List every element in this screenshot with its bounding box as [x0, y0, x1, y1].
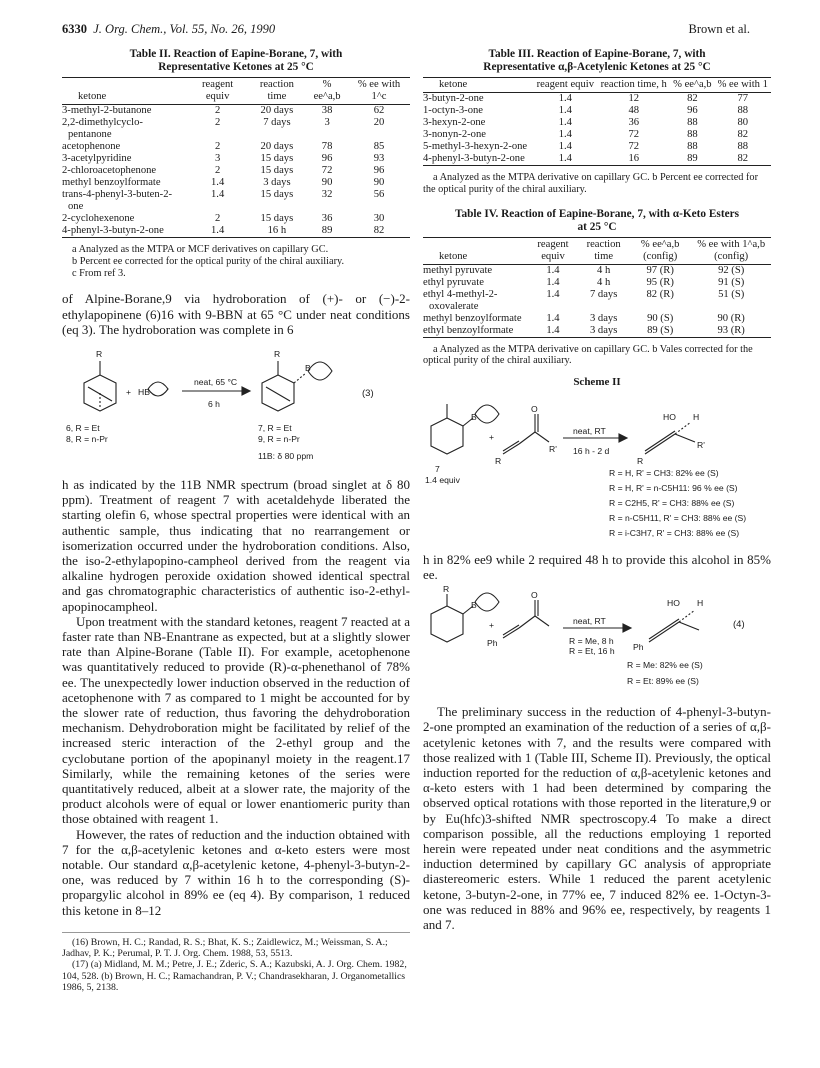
table4-row: [423, 289, 771, 313]
table3-caption: Table III. Reaction of Eapine-Borane, 7, with Representative α,β-Acetylenic Ketones at 25 °C: [483, 48, 711, 73]
table3-row: [423, 105, 771, 117]
scheme2-product-R: R: [637, 455, 644, 466]
table3-cell: 80: [737, 117, 749, 128]
eq4-product-HO: HO: [667, 598, 680, 609]
table3-col-time: reaction time, h: [597, 78, 670, 93]
eq4-product-Ph: Ph: [633, 642, 644, 653]
table3-cell: 72: [628, 141, 640, 152]
table2-col-ketone: ketone: [62, 78, 188, 105]
table2-cell: 72: [321, 165, 333, 176]
table3-cell: 16: [597, 153, 670, 166]
table2-cell: 2-cyclohexenone: [62, 213, 135, 224]
table2-cell: 82: [348, 225, 410, 238]
table3-cell: 1.4: [558, 129, 572, 140]
reference-17: (17) (a) Midland, M. M.; Petre, J. E.; Zderic, S. A.; Kazubski, A. J. Org. Chem. 1982, 104, 528. (b) Brown, H. C.; Ramachandran, P. V.; Chandrasekharan, J. Organometallics 1986, 5, 2138.: [62, 959, 407, 993]
table3-cell: 88: [687, 129, 698, 140]
table2-cell: 56: [373, 189, 385, 200]
scheme2-Rprime: R': [549, 443, 557, 454]
running-header-left: [62, 22, 275, 37]
left-paragraph-1: of Alpine-Borane,9 via hydroboration of (+)- or (−)-2-ethylapopinene (6)16 with 9-BBN at 65 °C under neat conditions (eq 3). The hydroboration was complete in 6: [62, 291, 410, 337]
scheme2-result: R = n-C5H11, R' = CH3: 88% ee (S): [609, 512, 747, 523]
table2-footnotes: [62, 244, 410, 279]
table2-cell: methyl benzoylformate: [62, 177, 161, 188]
table4-caption: Table IV. Reaction of Eapine-Borane, 7, with α-Keto Esters at 25 °C: [454, 207, 739, 233]
table3-col-ketone: ketone: [423, 78, 533, 93]
eq3-HB: HB: [138, 387, 150, 397]
table2-cell: 36: [321, 213, 333, 224]
table2-cell: 15 days: [260, 213, 294, 224]
table2-cell: 30: [373, 213, 385, 224]
table3-col-ee1: % ee with 1: [714, 78, 771, 93]
eq4-conditions-bottom1: R = Me, 8 h: [569, 636, 614, 647]
table2-cell: 1.4: [211, 177, 225, 188]
table2-cell: 90: [373, 177, 385, 188]
table2-cell: 2-chloroacetophenone: [62, 165, 157, 176]
page-number: 6330: [62, 22, 87, 36]
table2-cell: 7 days: [263, 117, 291, 128]
table4-cell: 97 (R): [646, 264, 674, 276]
scheme2-result: R = i-C3H7, R' = CH3: 88% ee (S): [609, 527, 740, 538]
table2-row: [62, 117, 410, 141]
table2-row: [62, 177, 410, 189]
right-column: [423, 48, 771, 932]
table4-cell: 1.4: [528, 325, 579, 338]
journal-citation: J. Org. Chem., Vol. 55, No. 26, 1990: [93, 22, 276, 36]
table3-cell: 1-octyn-3-one: [423, 105, 484, 116]
table4-cell: 91 (S): [718, 276, 745, 288]
eq4-product-H: H: [697, 598, 704, 609]
equation-3-structures: [62, 343, 410, 471]
table2-col-ee1: % ee with 1^c: [348, 78, 410, 105]
eq4-conditions-bottom2: R = Et, 16 h: [569, 646, 615, 657]
table4-cell: ethyl pyruvate: [423, 276, 484, 288]
eq3-conditions-bottom: 6 h: [208, 399, 220, 409]
table2-col-time: reaction time: [248, 78, 307, 105]
table2-cell: 20 days: [260, 105, 294, 116]
scheme2-reagent-equiv: 1.4 equiv: [425, 474, 460, 485]
table3-cell: 88: [737, 105, 749, 116]
table3-row: [423, 93, 771, 106]
equation-4: [423, 584, 771, 698]
table2-cell: 62: [373, 105, 385, 116]
table3-row: [423, 129, 771, 141]
scheme2-result: R = C2H5, R' = CH3: 88% ee (S): [609, 497, 735, 508]
scheme2-R: R: [495, 455, 502, 466]
table4-col-time: reaction time: [578, 237, 629, 264]
table3-cell: 1.4: [558, 117, 572, 128]
eq4-conditions-top: neat, RT: [573, 616, 606, 627]
eq4-Ph: Ph: [487, 638, 498, 649]
scheme2-result: R = H, R' = CH3: 82% ee (S): [609, 467, 719, 478]
table2-cell: 2,2-dimethylcyclo-pentanone: [62, 117, 143, 140]
table3-cell: 96: [687, 105, 698, 116]
table4-cell: 4 h: [597, 264, 611, 276]
eq4-plus: +: [489, 620, 495, 631]
scheme2-product-H: H: [693, 411, 700, 422]
scheme2-results: [609, 466, 746, 541]
table4-body: [423, 264, 771, 337]
table2-row: [62, 141, 410, 153]
table2-cell: 1.4: [188, 225, 248, 238]
scheme2-plus: +: [489, 431, 495, 442]
table3-cell: 82: [737, 129, 749, 140]
table2-cell: 20: [373, 117, 385, 128]
table4-footnote: a Analyzed as the MTPA derivative on capillary GC. b Vales corrected for the optical purity of the chiral auxiliary.: [423, 343, 753, 367]
table2-body: [62, 105, 410, 238]
table2-cell: 32: [321, 189, 333, 200]
table3-cell: 4-phenyl-3-butyn-2-one: [423, 153, 533, 166]
table4-row: [423, 313, 771, 325]
table2-cell: 3: [214, 153, 221, 164]
table3-cell: 3-hexyn-2-one: [423, 117, 486, 128]
table2-cell: 1.4: [211, 189, 225, 200]
table4-cell: methyl benzoylformate: [423, 312, 522, 324]
table2-cell: 16 h: [248, 225, 307, 238]
references: [62, 932, 410, 993]
table4-cell: methyl pyruvate: [423, 264, 493, 276]
table4-cell: 92 (S): [718, 264, 745, 276]
table4-cell: 95 (R): [646, 276, 674, 288]
eq4-result-et: R = Et: 89% ee (S): [627, 676, 699, 687]
reference-16: (16) Brown, H. C.; Randad, R. S.; Bhat, K. S.; Zaidlewicz, M.; Weissman, S. A.; Jadhav, P. K.; Perumal, P. T. J. Org. Chem. 1988, 53, 5513.: [62, 936, 388, 960]
table4-cell: 1.4: [546, 312, 560, 324]
table3-row: [423, 153, 771, 166]
table2-cell: 38: [321, 105, 333, 116]
table4-col-ee1: % ee with 1^a,b (config): [691, 237, 771, 264]
scheme2-O: O: [531, 403, 538, 414]
scheme2-title: Scheme II: [573, 376, 621, 389]
eq3-label-9: 9, R = n-Pr: [258, 434, 300, 444]
table4-col-ketone: ketone: [423, 237, 528, 264]
eq4-R: R: [443, 584, 450, 595]
table2-cell: acetophenone: [62, 141, 121, 152]
eq4-B: B: [471, 600, 477, 611]
table3-cell: 36: [628, 117, 640, 128]
table4-cell: 7 days: [589, 288, 618, 300]
table3-cell: 72: [628, 129, 640, 140]
table4-cell: 89 (S): [629, 325, 691, 338]
table2-col-equiv: reagent equiv: [188, 78, 248, 105]
eq3-label-8: 8, R = n-Pr: [66, 434, 108, 444]
table2-cell: 3-methyl-2-butanone: [62, 105, 152, 116]
table4-cell: 3 days: [578, 325, 629, 338]
table2-cell: 3-acetylpyridine: [62, 153, 132, 164]
table3-cell: 88: [687, 141, 698, 152]
running-header-author: Brown et al.: [688, 22, 750, 36]
table2-cell: 4-phenyl-3-butyn-2-one: [62, 225, 188, 238]
left-paragraph-2: h as indicated by the 11B NMR spectrum (broad singlet at δ 80 ppm). Treatment of reagent 7 with acetaldehyde liberated the starting olefin 6, whose spectral properties were identical with an authentic sample, thus indicating that no rearrangement or isomerization occurred under the hydroboration conditions. Also, the iso-2-ethylapopino-campheol derived from the reagent via alkaline hydrogen peroxide oxidation showed identical spectral and gas chromatographic characteristics of authentic iso-2-ethyl-apopinocampheol.: [62, 477, 410, 614]
table4-cell: 1.4: [546, 276, 560, 288]
left-paragraph-3: Upon treatment with the standard ketones, reagent 7 reacted at a faster rate than NB-Enantrane as expected, but at a slightly slower rate than Alpine-Borane (Table II). For example, acetophenone was quantitatively reduced to provide (R)-α-phenethanol of 78% ee. The unexpectedly lower induction observed in the reduction of acetophenone with 7 as compared to 1 might be accounted for by the slower rate of reduction, thus favoring the dehydroboration mechanism. Dehydroboration might be facilitated by relief of the increased steric interaction of the 2-ethyl group and the cyclobutane portion of the apopinanyl moiety in the reagent.17 Similarly, while the remaining ketones of the series were quantitatively reduced, albeit at a slower rate, the majority of the product alcohols were of equal or lower enantiomeric purity than those obtained with reagent 1.: [62, 613, 410, 827]
table2-cell: 15 days: [260, 153, 294, 164]
table2-cell: 3: [324, 117, 330, 128]
table3-col-equiv: reagent equiv: [533, 78, 597, 93]
table2-row: [62, 165, 410, 177]
table4-cell: ethyl 4-methyl-2-oxovalerate: [423, 288, 498, 312]
table4: [423, 237, 771, 338]
eq3-nmr: 11B: δ 80 ppm: [258, 451, 314, 461]
table4-row: [423, 264, 771, 277]
table2-cell: 90: [321, 177, 333, 188]
table3-cell: 88: [737, 141, 749, 152]
table4-cell: 1.4: [546, 288, 560, 300]
scheme2-product-Rprime: R': [697, 439, 705, 450]
table3-cell: 12: [628, 93, 640, 104]
table3-cell: 82: [714, 153, 771, 166]
scheme2-conditions-bottom: 16 h - 2 d: [573, 445, 610, 456]
table3-body: [423, 93, 771, 166]
table4-row: [423, 325, 771, 338]
scheme2-product-HO: HO: [663, 411, 676, 422]
table2-cell: 96: [321, 153, 333, 164]
table2-cell: 2: [214, 213, 221, 224]
right-paragraph-1: h in 82% ee9 while 2 required 48 h to provide this alcohol in 85% ee.: [423, 551, 771, 582]
scheme2-B: B: [471, 411, 477, 422]
table2-cell: 20 days: [260, 141, 294, 152]
eq3-R-left: R: [96, 349, 103, 359]
table4-cell: 4 h: [597, 276, 611, 288]
table4-cell: 90 (R): [717, 312, 745, 324]
table3-cell: 48: [628, 105, 640, 116]
eq4-result-me: R = Me: 82% ee (S): [627, 660, 703, 671]
table3-col-ee: % ee^a,b: [670, 78, 714, 93]
table2-cell: 93: [373, 153, 385, 164]
table3-cell: 1.4: [558, 141, 572, 152]
eq4-O: O: [531, 590, 538, 601]
scheme-2: [423, 396, 771, 546]
table3-cell: 82: [687, 93, 698, 104]
table2-cell: 3 days: [263, 177, 291, 188]
table3-cell: 88: [687, 117, 698, 128]
table2-cell: 2: [214, 117, 221, 128]
table2-cell: 15 days: [260, 189, 294, 200]
table2: [62, 77, 410, 238]
table2-cell: 85: [373, 141, 385, 152]
table3-cell: 1.4: [533, 153, 597, 166]
left-column: [62, 48, 410, 993]
table4-cell: 51 (S): [718, 288, 745, 300]
table4-cell: 90 (S): [647, 312, 674, 324]
left-paragraph-4: However, the rates of reduction and the induction obtained with 7 for the α,β-acetylenic ketones and α-keto esters were most notable. Our standard α,β-acetylenic ketone, 4-phenyl-3-butyn-2-one, was reduced by 7 within 16 h to the corresponding (S)-propargylic alcohol in 89% ee (eq 4). By comparison, 1 reduced this ketone in 8–12: [62, 826, 410, 918]
equation-3: [62, 343, 410, 471]
right-paragraph-2: The preliminary success in the reduction of 4-phenyl-3-butyn-2-one prompted an examination of the reduction of a series of α,β-acetylenic ketones with 7, and the results were compared with those realized with 1 (Table III, Scheme II). Previously, the optical induction reported for the reduction of α,β-acetylenic ketones and α-keto esters with 1 had been determined by comparing the observed optical rotations with those reported in the literature,9 or by Eu(hfc)3-shifted NMR spectroscopy.4 To make a direct comparison possible, all the reductions employing 1 reported herein were repeated under neat conditions and the asymmetric induction determined by capillary GC analysis of appropriate diastereomeric esters. While 1 reduced the parent acetylenic ketone, 3-butyn-2-one, in 77% ee, 7 induced 82% ee. 1-Octyn-3-one was reduced in 88% and 96% ee, respectively, by reagents 1 and 7.: [423, 704, 771, 933]
table2-footnote-b: b Percent ee corrected for the optical purity of the chiral auxiliary.: [72, 255, 345, 267]
table3-cell: 1.4: [558, 105, 572, 116]
eq3-R-right: R: [274, 349, 281, 359]
table3-cell: 3-butyn-2-one: [423, 93, 484, 104]
table2-row: [62, 105, 410, 118]
table4-col-equiv: reagent equiv: [528, 237, 579, 264]
table3-cell: 3-nonyn-2-one: [423, 129, 486, 140]
table3-cell: 5-methyl-3-hexyn-2-one: [423, 141, 528, 152]
table2-cell: 2: [214, 141, 221, 152]
table2-row: [62, 225, 410, 238]
table2-cell: 89: [306, 225, 348, 238]
table2-footnote-c: c From ref 3.: [72, 267, 126, 279]
scheme2-conditions-top: neat, RT: [573, 425, 606, 436]
table3-cell: 77: [737, 93, 749, 104]
eq3-conditions-top: neat, 65 °C: [194, 377, 238, 387]
table2-cell: 15 days: [260, 165, 294, 176]
table4-cell: 93 (R): [691, 325, 771, 338]
table3-row: [423, 117, 771, 129]
table4-cell: 82 (R): [646, 288, 674, 300]
table2-row: [62, 189, 410, 213]
table2-cell: 2: [214, 165, 221, 176]
table3-row: [423, 141, 771, 153]
table2-footnote-a: a Analyzed as the MTPA or MCF derivatives on capillary GC.: [72, 244, 329, 255]
table4-col-ee: % ee^a,b (config): [629, 237, 691, 264]
table2-cell: trans-4-phenyl-3-buten-2-one: [62, 189, 173, 212]
table4-cell: ethyl benzoylformate: [423, 325, 528, 338]
table4-cell: 1.4: [546, 264, 560, 276]
table2-cell: 2: [214, 105, 221, 116]
table2-row: [62, 153, 410, 165]
table2-cell: 96: [373, 165, 385, 176]
eq3-number: (3): [362, 388, 374, 399]
eq3-label-7: 7, R = Et: [258, 423, 292, 433]
eq3-plus: +: [126, 387, 132, 397]
table4-row: [423, 277, 771, 289]
scheme2-reagent-number: 7: [435, 463, 440, 474]
eq3-label-6: 6, R = Et: [66, 423, 100, 433]
eq4-number: (4): [733, 619, 745, 631]
eq3-B: B: [305, 363, 311, 373]
table2-row: [62, 213, 410, 225]
table2-col-ee: % ee^a,b: [306, 78, 348, 105]
table2-caption: Table II. Reaction of Eapine-Borane, 7, with Representative Ketones at 25 °C: [129, 48, 343, 73]
table2-cell: 78: [321, 141, 333, 152]
scheme2-result: R = H, R' = n-C5H11: 96 % ee (S): [609, 482, 738, 493]
table4-cell: 3 days: [589, 312, 618, 324]
table3-footnote: a Analyzed as the MTPA derivative on capillary GC. b Percent ee corrected for the optical purity of the chiral auxiliary.: [423, 172, 758, 195]
table3-cell: 1.4: [558, 93, 572, 104]
table3: [423, 77, 771, 166]
table3-cell: 89: [670, 153, 714, 166]
